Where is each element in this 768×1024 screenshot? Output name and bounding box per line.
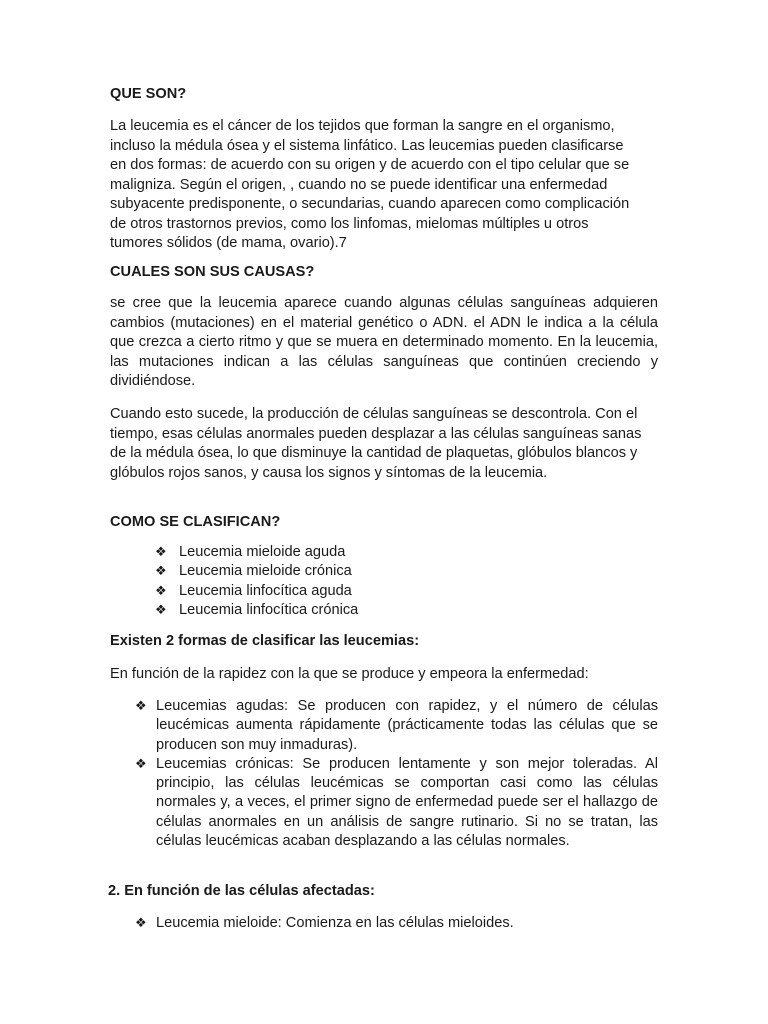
- list-item: ❖ Leucemias crónicas: Se producen lentamente y son mejor toleradas. Al principio, las células leucémicas se comportan casi como las células normales y, a veces, el primer signo de enfermedad puede ser el hallazgo de células anormales en un análisis de sangre rutinario. Si no se tratan, las células leucémicas acaban desplazando a las células normales.: [135, 755, 658, 850]
- diamond-bullet-icon: ❖: [155, 602, 167, 618]
- heading-que-son: QUE SON?: [110, 86, 187, 102]
- list-item: ❖ Leucemia mieloide: Comienza en las células mieloides.: [135, 914, 658, 933]
- diamond-bullet-icon: ❖: [155, 564, 167, 580]
- paragraph-causas-2: Cuando esto sucede, la producción de células sanguíneas se descontrola. Con el tiempo, esas células anormales pueden desplazar a las células sanguíneas sanas de la médula ósea, lo que disminuye la cantidad de plaquetas, glóbulos blancos y glóbulos rojos sanos, y causa los signos y síntomas de la leucemia.: [110, 406, 642, 481]
- diamond-bullet-icon: ❖: [135, 916, 147, 931]
- list-item: ❖ Leucemias agudas: Se producen con rapidez, y el número de células leucémicas aumenta rápidamente (prácticamente todas las células que se producen son muy inmaduras).: [135, 698, 658, 753]
- list-item: ❖ Leucemia mieloide aguda: [155, 543, 475, 562]
- list-item: ❖ Leucemia mieloide crónica: [155, 562, 475, 581]
- diamond-bullet-icon: ❖: [135, 699, 147, 714]
- heading-clasifican: COMO SE CLASIFICAN?: [110, 514, 281, 530]
- list-item: ❖ Leucemia linfocítica crónica: [155, 601, 475, 620]
- paragraph-que-son: La leucemia es el cáncer de los tejidos que forman la sangre en el organismo, incluso la médula ósea y el sistema linfático. Las leucemias pueden clasificarse en dos formas: de acuerdo con su origen y de acuerdo con el tipo celular que se maligniza. Según el origen, , cuando no se puede identificar una enfermedad subyacente predisponente, o secundarias, cuando aparecen como complicación de otros trastornos previos, como los linfomas, mielomas múltiples u otros tumores sólidos (de mama, ovario).7: [110, 118, 630, 251]
- list-item: ❖ Leucemia linfocítica aguda: [155, 582, 475, 601]
- heading-causas: CUALES SON SUS CAUSAS?: [110, 264, 315, 280]
- diamond-bullet-icon: ❖: [135, 756, 147, 772]
- list-afectadas: [135, 914, 658, 933]
- paragraph-formas-intro: En función de la rapidez con la que se produce y empeora la enfermedad:: [110, 666, 589, 682]
- list-tipos-leucemia: [155, 543, 475, 620]
- heading-afectadas: 2. En función de las células afectadas:: [108, 883, 375, 899]
- list-formas: [135, 697, 658, 851]
- paragraph-causas-1: se cree que la leucemia aparece cuando algunas células sanguíneas adquieren cambios (mutaciones) en el material genético o ADN. el ADN le indica a la célula que crezca a cierto ritmo y que se muera en determinado momento. En la leucemia, las mutaciones indican a las células sanguíneas que continúen creciendo y dividiéndose.: [110, 295, 658, 389]
- diamond-bullet-icon: ❖: [155, 545, 167, 560]
- heading-formas: Existen 2 formas de clasificar las leucemias:: [110, 633, 420, 649]
- diamond-bullet-icon: ❖: [155, 583, 167, 599]
